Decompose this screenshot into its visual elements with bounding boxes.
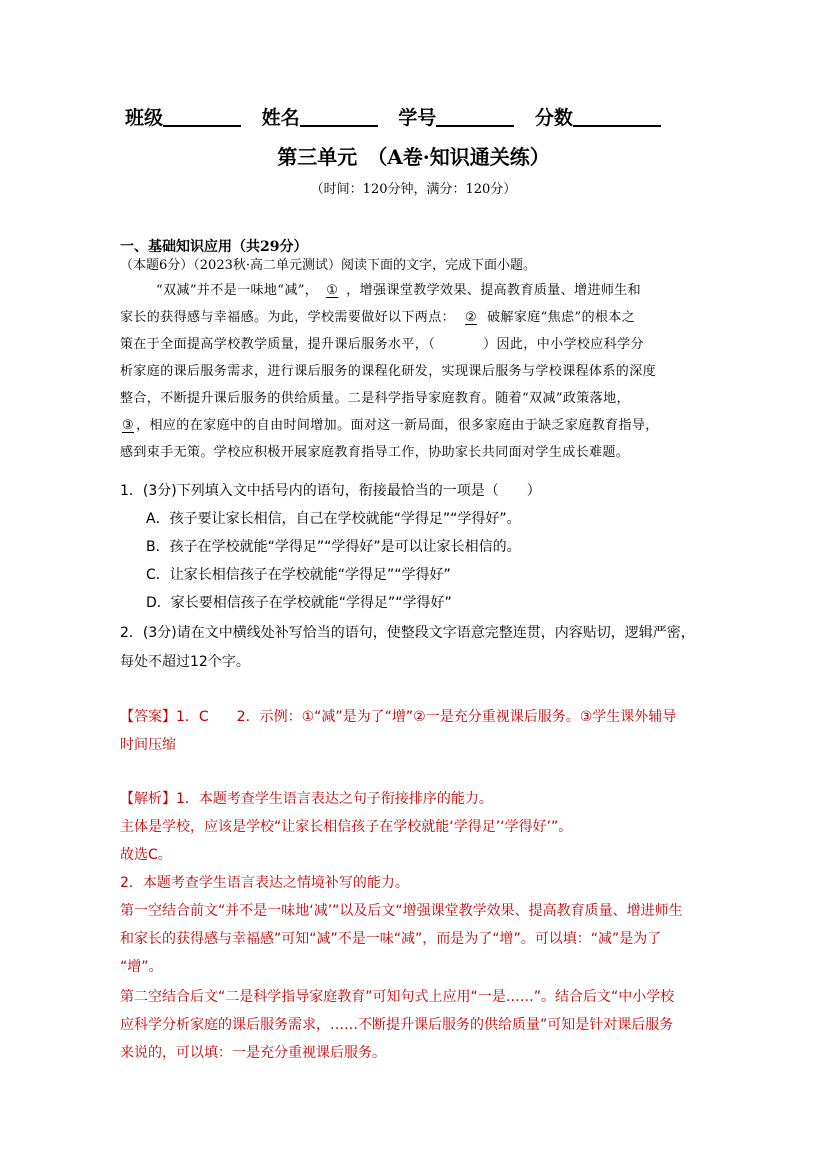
question-1-option-c[interactable]: C．让家长相信孩子在学校就能“学得足”“学得好” xyxy=(146,567,451,583)
passage-line: 策在于全面提高学校教学质量，提升课后服务水平，（ ）因此，中小学校应科学分 xyxy=(120,337,644,352)
number-blank[interactable] xyxy=(436,107,514,127)
question-1-option-b[interactable]: B．孩子在学校就能“学得足”“学得好”是可以让家长相信的。 xyxy=(146,539,521,555)
class-blank[interactable] xyxy=(163,107,241,127)
question-2-stem: 2．(3分)请在文中横线处补写恰当的语句，使整段文字语意完整连贯，内容贴切，逻辑严密， xyxy=(120,625,695,641)
name-field: 姓名 xyxy=(262,103,378,130)
answer-block: 【答案】1．C 2．示例：①“减”是为了“增”②一是充分重视课后服务。③学生课外辅导 xyxy=(120,709,677,725)
passage-line: 整合，不断提升课后服务的供给质量。二是科学指导家庭教育。随着“双减”政策落地， xyxy=(120,391,630,406)
blank-1: ① xyxy=(326,283,339,298)
analysis-line: 第一空结合前文“并不是一味地‘减’”以及后文“增强课堂教学效果、提高教育质量、增进师生 xyxy=(120,903,683,919)
blank-2: ② xyxy=(465,310,478,325)
exam-time-info: （时间：120分钟，满分：120分） xyxy=(310,182,517,197)
score-field: 分数 xyxy=(535,103,661,130)
student-info-row xyxy=(125,103,675,130)
analysis-line: “增”。 xyxy=(120,959,163,975)
question-1-option-d[interactable]: D．家长要相信孩子在学校就能“学得足”“学得好” xyxy=(146,595,452,611)
question-2-stem-cont: 每处不超过12个字。 xyxy=(120,654,250,670)
answer-block-cont: 时间压缩 xyxy=(120,737,176,753)
analysis-line: 故选C。 xyxy=(120,847,172,863)
score-blank[interactable] xyxy=(573,107,661,127)
analysis-line: 【解析】1．本题考查学生语言表达之句子衔接排序的能力。 xyxy=(120,791,493,807)
passage-line: 析家庭的课后服务需求，进行课后服务的课程化研发，实现课后服务与学校课程体系的深度 xyxy=(120,364,657,379)
question-1-option-a[interactable]: A．孩子要让家长相信，自己在学校就能“学得足”“学得好”。 xyxy=(146,511,521,527)
analysis-line: 2．本题考查学生语言表达之情境补写的能力。 xyxy=(120,875,409,891)
analysis-line: 来说的，可以填：一是充分重视课后服务。 xyxy=(120,1045,386,1061)
passage-line: 家长的获得感与幸福感。为此，学校需要做好以下两点： ② 破解家庭“焦虑”的根本之 xyxy=(120,310,636,325)
name-blank[interactable] xyxy=(300,107,378,127)
section-heading: 一、基础知识应用（共29分） xyxy=(120,239,308,255)
number-field: 学号 xyxy=(398,103,514,130)
passage-line: ③ ，相应的在家庭中的自由时间增加。面对这一新局面，很多家庭由于缺乏家庭教育指导， xyxy=(122,418,659,433)
passage-line: 感到束手无策。学校应积极开展家庭教育指导工作，协助家长共同面对学生成长难题。 xyxy=(120,445,630,460)
analysis-line: 主体是学校，应该是学校“让家长相信孩子在学校就能‘学得足’‘学得好’”。 xyxy=(120,819,573,835)
analysis-line: 第二空结合后文“二是科学指导家庭教育”可知句式上应用“一是……”。结合后文“中小学校 xyxy=(120,989,675,1005)
analysis-line: 应科学分析家庭的课后服务需求，……不断提升课后服务的供给质量”可知是针对课后服务 xyxy=(120,1017,674,1033)
class-field: 班级 xyxy=(125,103,241,130)
question-1-stem: 1．(3分)下列填入文中括号内的语句，衔接最恰当的一项是（ ） xyxy=(120,483,541,499)
analysis-line: 和家长的获得感与幸福感”可知“减”不是一味“减”，而是为了“增”。可以填：“减”是为了 xyxy=(120,931,662,947)
page-title: 第三单元 （A卷·知识通关练） xyxy=(277,145,550,169)
passage-line: “双减”并不是一味地“减”， ① ，增强课堂教学效果、提高教育质量、增进师生和 xyxy=(156,283,642,298)
question-intro: （本题6分）（2023秋·高二单元测试）阅读下面的文字，完成下面小题。 xyxy=(120,258,536,273)
blank-3: ③ xyxy=(122,418,135,433)
